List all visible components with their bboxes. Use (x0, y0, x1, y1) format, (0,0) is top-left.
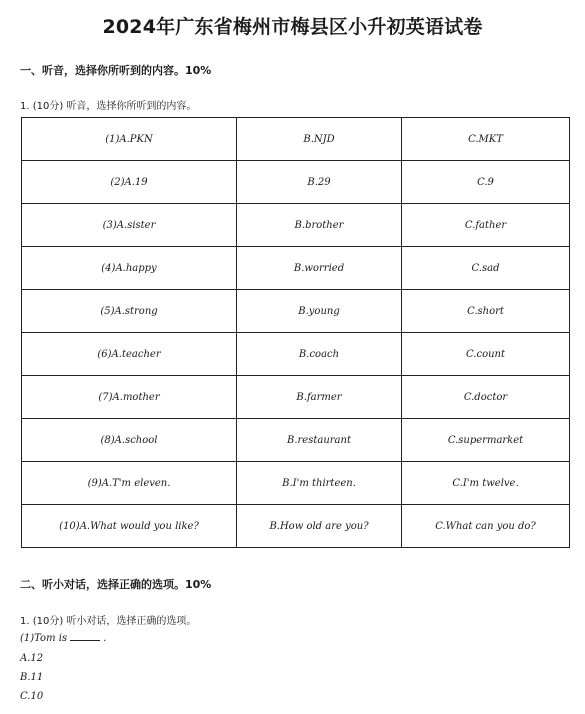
choice-c[interactable]: C.10 (20, 691, 44, 702)
option-cell-b[interactable]: B.brother (237, 204, 402, 247)
option-cell-c[interactable]: C.short (402, 290, 570, 333)
option-cell-a[interactable]: (1)A.PKN (22, 118, 237, 161)
option-row (22, 333, 570, 376)
item-1-stem (20, 633, 106, 644)
option-cell-b[interactable]: B.NJD (237, 118, 402, 161)
option-cell-a[interactable]: (4)A.happy (22, 247, 237, 290)
option-cell-c[interactable]: C.sad (402, 247, 570, 290)
option-cell-b[interactable]: B.coach (237, 333, 402, 376)
option-cell-b[interactable]: B.How old are you? (237, 505, 402, 548)
item-1-stem-text: (1)Tom is (20, 633, 68, 644)
option-row (22, 376, 570, 419)
option-cell-b[interactable]: B.young (237, 290, 402, 333)
option-row (22, 161, 570, 204)
question-2-text: 1. (10分) 听小对话，选择正确的选项。 (20, 616, 197, 627)
option-cell-c[interactable]: C.What can you do? (402, 505, 570, 548)
option-cell-c[interactable]: C.doctor (402, 376, 570, 419)
option-cell-c[interactable]: C.I'm twelve. (402, 462, 570, 505)
section-2-heading: 二、听小对话，选择正确的选项。10% (20, 578, 212, 591)
options-table (21, 117, 570, 548)
option-row (22, 204, 570, 247)
choice-b[interactable]: B.11 (20, 672, 44, 683)
option-cell-c[interactable]: C.count (402, 333, 570, 376)
answer-blank[interactable] (70, 640, 100, 641)
option-cell-b[interactable]: B.29 (237, 161, 402, 204)
option-cell-a[interactable]: (10)A.What would you like? (22, 505, 237, 548)
option-row (22, 419, 570, 462)
option-cell-c[interactable]: C.9 (402, 161, 570, 204)
option-cell-a[interactable]: (9)A.T'm eleven. (22, 462, 237, 505)
option-cell-c[interactable]: C.father (402, 204, 570, 247)
option-row (22, 118, 570, 161)
option-cell-b[interactable]: B.worried (237, 247, 402, 290)
option-cell-a[interactable]: (8)A.school (22, 419, 237, 462)
option-row (22, 290, 570, 333)
option-cell-a[interactable]: (6)A.teacher (22, 333, 237, 376)
option-cell-b[interactable]: B.farmer (237, 376, 402, 419)
item-1-stem-end: . (103, 633, 107, 644)
option-cell-c[interactable]: C.MKT (402, 118, 570, 161)
question-1-text: 1. (10分) 听音，选择你所听到的内容。 (20, 101, 197, 112)
option-cell-a[interactable]: (2)A.19 (22, 161, 237, 204)
option-cell-b[interactable]: B.restaurant (237, 419, 402, 462)
option-row (22, 505, 570, 548)
option-cell-a[interactable]: (7)A.mother (22, 376, 237, 419)
section-1-heading: 一、听音，选择你所听到的内容。10% (20, 64, 212, 77)
option-cell-a[interactable]: (3)A.sister (22, 204, 237, 247)
option-row (22, 247, 570, 290)
option-cell-c[interactable]: C.supermarket (402, 419, 570, 462)
option-cell-b[interactable]: B.I'm thirteen. (237, 462, 402, 505)
option-cell-a[interactable]: (5)A.strong (22, 290, 237, 333)
option-row (22, 462, 570, 505)
choice-a[interactable]: A.12 (20, 653, 44, 664)
page-title: 2024年广东省梅州市梅县区小升初英语试卷 (102, 16, 483, 38)
